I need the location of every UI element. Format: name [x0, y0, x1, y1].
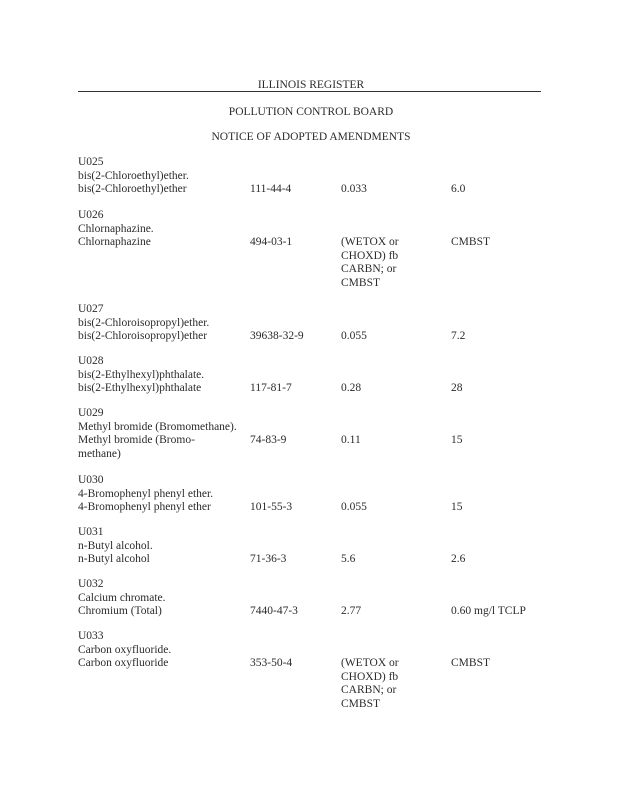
waste-entry [78, 473, 548, 513]
nonwastewater-standard: 2.6 [451, 553, 466, 565]
wastewater-standard: CHOXD) fb [341, 249, 399, 262]
waste-name: Methyl bromide (Bromomethane). [78, 421, 237, 433]
waste-code: U033 [78, 630, 104, 642]
cas-number: 117-81-7 [250, 382, 292, 394]
constituent-name: bis(2-Ethylhexyl)phthalate [78, 382, 202, 394]
wastewater-standard: 5.6 [341, 553, 356, 565]
waste-code: U026 [78, 209, 104, 221]
board-title: POLLUTION CONTROL BOARD [228, 106, 394, 118]
wastewater-standard: (WETOX or [341, 236, 399, 248]
wastewater-standard: CARBN; or [341, 684, 397, 696]
waste-name: Carbon oxyfluoride. [78, 644, 172, 656]
waste-name: bis(2-Chloroisopropyl)ether. [78, 317, 210, 329]
constituent-name: 4-Bromophenyl phenyl ether [78, 501, 211, 513]
cas-number: 111-44-4 [250, 183, 292, 195]
wastewater-standard: CARBN; or [341, 263, 397, 275]
nonwastewater-standard: 7.2 [451, 330, 466, 342]
nonwastewater-standard: 6.0 [451, 183, 466, 195]
waste-code: U025 [78, 156, 104, 168]
wastewater-standard: 2.77 [341, 605, 362, 617]
constituent-name: Carbon oxyfluoride [78, 657, 169, 669]
constituent-name: methane) [78, 447, 121, 460]
wastewater-standard: 0.28 [341, 382, 362, 394]
constituent-name: Chlornaphazine [78, 236, 151, 248]
constituent-name: Chromium (Total) [78, 605, 162, 617]
waste-entry [78, 577, 548, 617]
wastewater-standard: (WETOX or [341, 657, 399, 669]
constituent-name: n-Butyl alcohol [78, 553, 150, 565]
register-title: ILLINOIS REGISTER [257, 79, 365, 91]
waste-name: bis(2-Ethylhexyl)phthalate. [78, 369, 205, 381]
wastewater-standard: 0.055 [341, 330, 367, 342]
wastewater-standard: 0.055 [341, 501, 367, 513]
cas-number: 353-50-4 [250, 657, 293, 669]
cas-number: 39638-32-9 [250, 330, 304, 342]
header-rule [78, 91, 541, 92]
notice-title: NOTICE OF ADOPTED AMENDMENTS [211, 131, 411, 143]
constituent-name: bis(2-Chloroethyl)ether [78, 183, 187, 195]
wastewater-standard: 0.11 [341, 434, 361, 446]
nonwastewater-standard: CMBST [451, 657, 490, 669]
wastewater-standard: CHOXD) fb [341, 670, 399, 683]
waste-entry [78, 208, 548, 289]
wastewater-standard: CMBST [341, 276, 380, 289]
wastewater-standard: 0.033 [341, 183, 367, 195]
waste-entry [78, 629, 548, 710]
cas-number: 101-55-3 [250, 501, 293, 513]
nonwastewater-standard: 0.60 mg/l TCLP [451, 605, 526, 617]
nonwastewater-standard: CMBST [451, 236, 490, 248]
nonwastewater-standard: 15 [451, 501, 463, 513]
waste-code: U029 [78, 407, 104, 419]
waste-code: U032 [78, 578, 104, 590]
waste-code: U027 [78, 303, 104, 315]
waste-code: U030 [78, 474, 104, 486]
constituent-name: bis(2-Chloroisopropyl)ether [78, 330, 208, 342]
waste-entry [78, 525, 548, 565]
waste-name: Chlornaphazine. [78, 223, 154, 235]
waste-name: bis(2-Chloroethyl)ether. [78, 170, 189, 182]
waste-name: n-Butyl alcohol. [78, 540, 153, 552]
wastewater-standard: CMBST [341, 697, 380, 710]
waste-entry [78, 406, 548, 460]
waste-name: 4-Bromophenyl phenyl ether. [78, 488, 214, 500]
cas-number: 74-83-9 [250, 434, 287, 446]
constituent-name: Methyl bromide (Bromo- [78, 434, 195, 446]
waste-entry [78, 302, 548, 342]
waste-name: Calcium chromate. [78, 592, 166, 604]
nonwastewater-standard: 28 [451, 382, 463, 394]
cas-number: 71-36-3 [250, 553, 287, 565]
waste-entry [78, 155, 548, 195]
cas-number: 7440-47-3 [250, 605, 298, 617]
cas-number: 494-03-1 [250, 236, 293, 248]
waste-entry [78, 354, 548, 394]
waste-code: U028 [78, 355, 104, 367]
waste-code: U031 [78, 526, 104, 538]
nonwastewater-standard: 15 [451, 434, 463, 446]
